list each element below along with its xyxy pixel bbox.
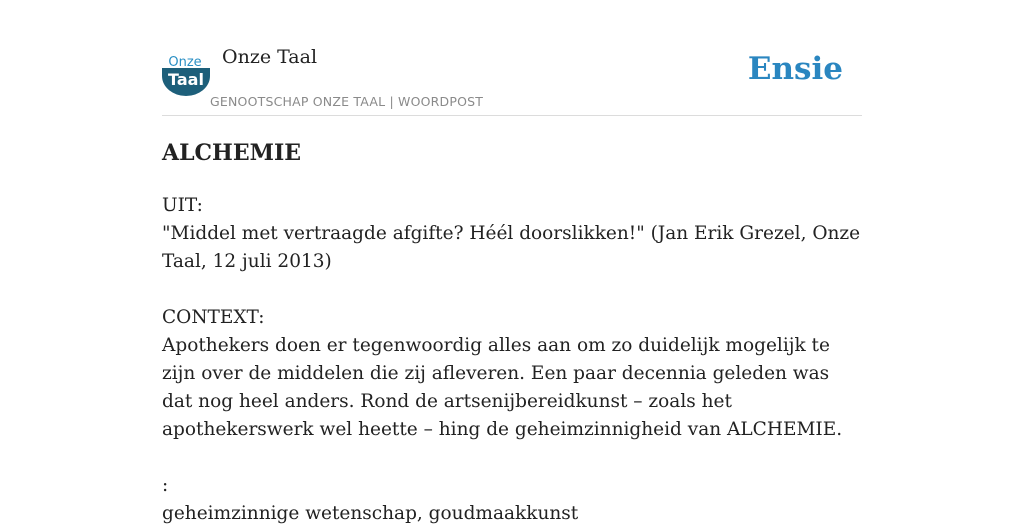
header: [162, 40, 862, 116]
source-text: "Middel met vertraagde afgifte? Héél doorslikken!" (Jan Erik Grezel, Onze Taal, 12 juli 2013): [162, 223, 861, 272]
logo-text-bottom: Taal: [168, 70, 204, 89]
page: [162, 0, 862, 524]
spacer: [162, 276, 862, 304]
source-label: UIT:: [162, 195, 203, 216]
brand-name[interactable]: Onze Taal: [222, 46, 318, 68]
context-text: Apothekers doen er tegenwoordig alles aan om zo duidelijk mogelijk te zijn over de middelen die zij afleveren. Een paar decennia geleden was dat nog heel anders. Rond de artsenijbereidkunst – zoals het apothekerswerk wel heette – hing de geheimzinnigheid van ALCHEMIE.: [162, 335, 843, 440]
site-logo[interactable]: Ensie: [747, 51, 843, 87]
article-body: [162, 192, 862, 528]
context-label: CONTEXT:: [162, 307, 265, 328]
onze-taal-logo[interactable]: [162, 54, 210, 96]
article-title: ALCHEMIE: [162, 140, 302, 166]
logo-text-top: Onze: [168, 55, 202, 70]
definition-label: :: [162, 475, 169, 496]
spacer: [162, 444, 862, 472]
brand-subtitle[interactable]: GENOOTSCHAP ONZE TAAL | WOORDPOST: [210, 94, 484, 109]
definition-text: geheimzinnige wetenschap, goudmaakkunst: [162, 503, 579, 524]
